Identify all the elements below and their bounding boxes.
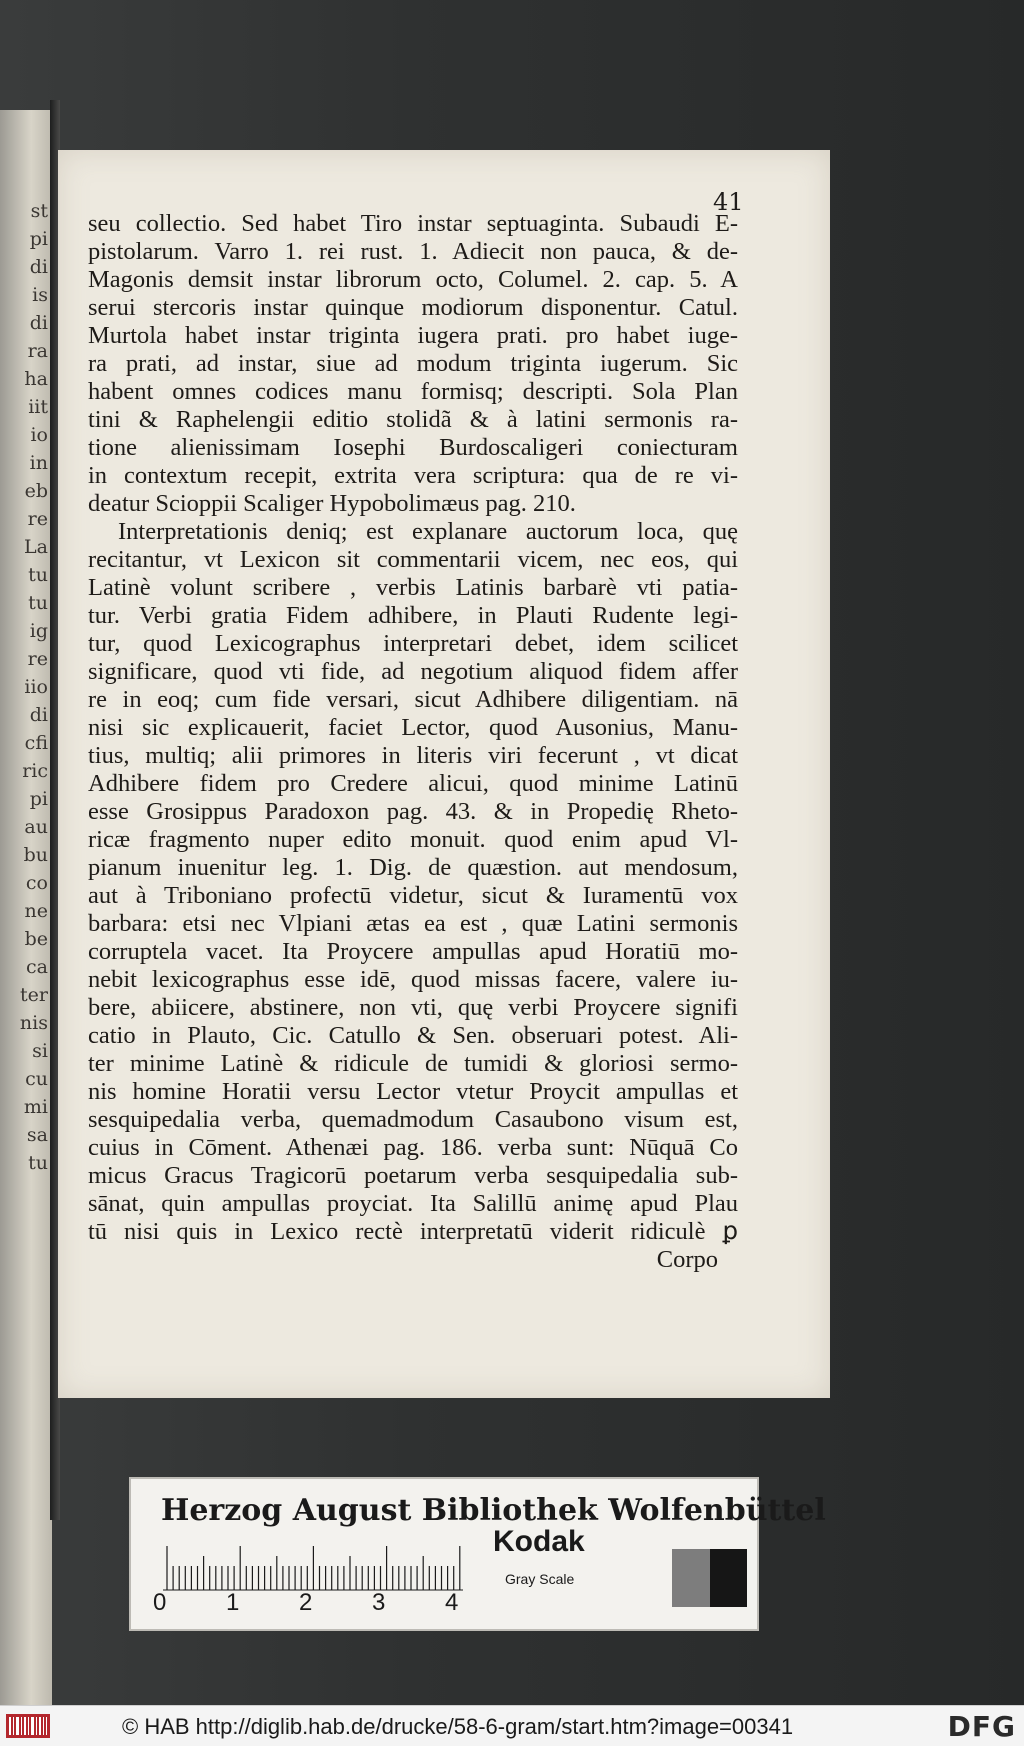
- catchword: Corpo: [656, 1246, 718, 1273]
- page-number: 41: [713, 188, 744, 216]
- text-line: cuius in Cōment. Athenæi pag. 186. verba sunt: Nūquā Co: [88, 1134, 738, 1161]
- facing-page-fragment: ra: [27, 340, 48, 362]
- facing-page-fragment: is: [32, 284, 48, 306]
- facing-page-fragment: bu: [23, 844, 48, 866]
- text-line: barbara: etsi nec Vlpiani ætas ea est , quæ Latini sermonis: [88, 910, 738, 937]
- facing-page-fragment: co: [25, 872, 48, 894]
- library-title: Herzog August Bibliothek Wolfenbüttel: [161, 1493, 826, 1528]
- gray-scale-label: Gray Scale: [505, 1571, 575, 1587]
- text-line: catio in Plauto, Cic. Catullo & Sen. obseruari potest. Ali-: [88, 1022, 738, 1049]
- facing-page-fragment: ca: [26, 956, 48, 978]
- text-line: tur, quod Lexicographus interpretari debet, idem scilicet: [88, 630, 738, 657]
- text-line: deatur Scioppii Scaliger Hypobolimæus pag. 210.: [88, 490, 576, 517]
- text-line: Latinè volunt scribere , verbis Latinis barbarè vti patia-: [88, 574, 738, 601]
- text-line: in contextum recepit, extrita vera scriptura: qua de re vi-: [88, 462, 738, 489]
- text-line: nisi sic explicauerit, faciet Lector, quod Ausonius, Manu-: [88, 714, 738, 741]
- text-line: ra prati, ad instar, siue ad modum triginta iugerum. Sic: [88, 350, 738, 377]
- facing-page-fragment: eb: [24, 480, 48, 502]
- text-line: tū nisi quis in Lexico rectè interpretatū viderit ridiculè ꝑ: [88, 1218, 738, 1245]
- kodak-logo: Kodak: [493, 1525, 585, 1558]
- text-line: recitantur, vt Lexicon sit commentarii vicem, nec eos, qui: [88, 546, 738, 573]
- text-line: ricæ fragmento nuper edito monuit. quod enim apud Vl-: [88, 826, 738, 853]
- gray-swatch: [710, 1549, 747, 1607]
- facing-page-fragment: pi: [29, 228, 48, 250]
- color-target-card: [129, 1477, 826, 1631]
- facing-page-fragment: cu: [25, 1068, 48, 1090]
- text-line: Adhibere fidem pro Credere alicui, quod minime Latinū: [88, 770, 738, 797]
- gray-swatches: [635, 1549, 747, 1607]
- text-line: pistolarum. Varro 1. rei rust. 1. Adiecit non pauca, & de-: [88, 238, 738, 265]
- text-line: re in eoq; cum fide versari, sicut Adhibere diligentiam. nā: [88, 686, 738, 713]
- ruler-number: 2: [299, 1589, 313, 1616]
- text-line: serui stercoris instar quinque modiorum disponentur. Catul.: [88, 294, 738, 321]
- text-line: sesquipedalia verba, quemadmodum Casaubono visum est,: [88, 1106, 738, 1133]
- facing-page-fragment: ne: [24, 900, 48, 922]
- text-line: bere, abiicere, abstinere, non vti, quę verbi Proycere signifi: [88, 994, 738, 1021]
- text-line: aut à Triboniano profectū videtur, sicut & Iuramentū vox: [88, 882, 738, 909]
- text-line: micus Gracus Tragicorū poetarum verba sesquipedalia sub-: [88, 1162, 738, 1189]
- facing-page-fragment: di: [29, 312, 48, 334]
- facing-page-fragment: au: [24, 816, 48, 838]
- hab-barcode-icon: [6, 1714, 50, 1738]
- facing-page-fragment: pi: [29, 788, 48, 810]
- text-line: sānat, quin ampullas proyciat. Ita Salillū animę apud Plau: [88, 1190, 738, 1217]
- facing-page-fragment: si: [32, 1040, 48, 1062]
- facing-page-fragment: ig: [29, 620, 48, 642]
- facing-page-fragment: re: [27, 648, 48, 670]
- facing-page-fragment: di: [29, 256, 48, 278]
- facing-page-fragment: be: [24, 928, 48, 950]
- facing-page-fragment: re: [27, 508, 48, 530]
- text-line: Murtola habet instar triginta iugera prati. pro habet iuge-: [88, 322, 738, 349]
- facing-page-fragment: tu: [28, 1152, 48, 1174]
- facing-page-fragment: nis: [19, 1012, 48, 1034]
- text-line: tius, multiq; alii primores in literis viri fecerunt , vt dicat: [88, 742, 738, 769]
- facing-page-fragment: ric: [22, 760, 48, 782]
- text-line: tini & Raphelengii editio stolidã & à latini sermonis ra-: [88, 406, 738, 433]
- copyright-url[interactable]: © HAB http://diglib.hab.de/drucke/58-6-gram/start.htm?image=00341: [122, 1714, 794, 1739]
- ruler-number: 3: [372, 1589, 386, 1616]
- text-line: esse Grosippus Paradoxon pag. 43. & in Propedię Rheto-: [88, 798, 738, 825]
- facing-page-fragment: tu: [28, 564, 48, 586]
- text-line: seu collectio. Sed habet Tiro instar septuaginta. Subaudi E-: [88, 210, 738, 237]
- text-line: tur. Verbi gratia Fidem adhibere, in Plauti Rudente legi-: [88, 602, 738, 629]
- facing-page-fragment: iit: [28, 396, 48, 418]
- text-line: ter minime Latinè & ridicule de tumidi & gloriosi sermo-: [88, 1050, 738, 1077]
- dfg-logo: DFG: [947, 1710, 1016, 1743]
- book-page: [58, 150, 830, 1398]
- facing-page-fragment: di: [29, 704, 48, 726]
- text-line: tione alienissimam Iosephi Burdoscaligeri coniecturam: [88, 434, 738, 461]
- text-line: habent omnes codices manu formisq; descripti. Sola Plan: [88, 378, 738, 405]
- facing-page-fragment: io: [30, 424, 48, 446]
- facing-page-fragment: La: [24, 536, 48, 558]
- scale-ruler: [163, 1545, 463, 1591]
- facing-page-edge: [0, 110, 52, 1705]
- facing-page-fragment: iio: [24, 676, 48, 698]
- facing-page-fragment: ter: [20, 984, 48, 1006]
- ruler-number: 4: [445, 1589, 459, 1616]
- footer-bar: [0, 1705, 1024, 1746]
- facing-page-fragment: sa: [26, 1124, 48, 1146]
- ruler-number: 0: [153, 1589, 167, 1616]
- text-line: nebit lexicographus esse idē, quod missas facere, valere iu-: [88, 966, 738, 993]
- text-line: pianum inuenitur leg. 1. Dig. de quæstion. aut mendosum,: [88, 854, 738, 881]
- text-line: significare, quod vti fide, ad negotium aliquod fidem affer: [88, 658, 738, 685]
- facing-page-fragment: mi: [23, 1096, 48, 1118]
- page-text: [88, 210, 738, 1274]
- facing-page-fragment: cfi: [24, 732, 48, 754]
- facing-page-fragment: ha: [24, 368, 48, 390]
- ruler-number: 1: [226, 1589, 240, 1616]
- text-line: Interpretationis deniq; est explanare auctorum loca, quę: [118, 518, 738, 545]
- text-line: Magonis demsit instar librorum octo, Columel. 2. cap. 5. A: [88, 266, 738, 293]
- facing-page-fragment: tu: [28, 592, 48, 614]
- gray-swatch: [672, 1549, 709, 1607]
- text-line: corruptela vacet. Ita Proycere ampullas apud Horatiū mo-: [88, 938, 738, 965]
- text-line: nis homine Horatii versu Lector vtetur Proycit ampullas et: [88, 1078, 738, 1105]
- facing-page-fragment: st: [30, 200, 48, 222]
- facing-page-fragment: in: [29, 452, 48, 474]
- gray-swatch: [635, 1549, 672, 1607]
